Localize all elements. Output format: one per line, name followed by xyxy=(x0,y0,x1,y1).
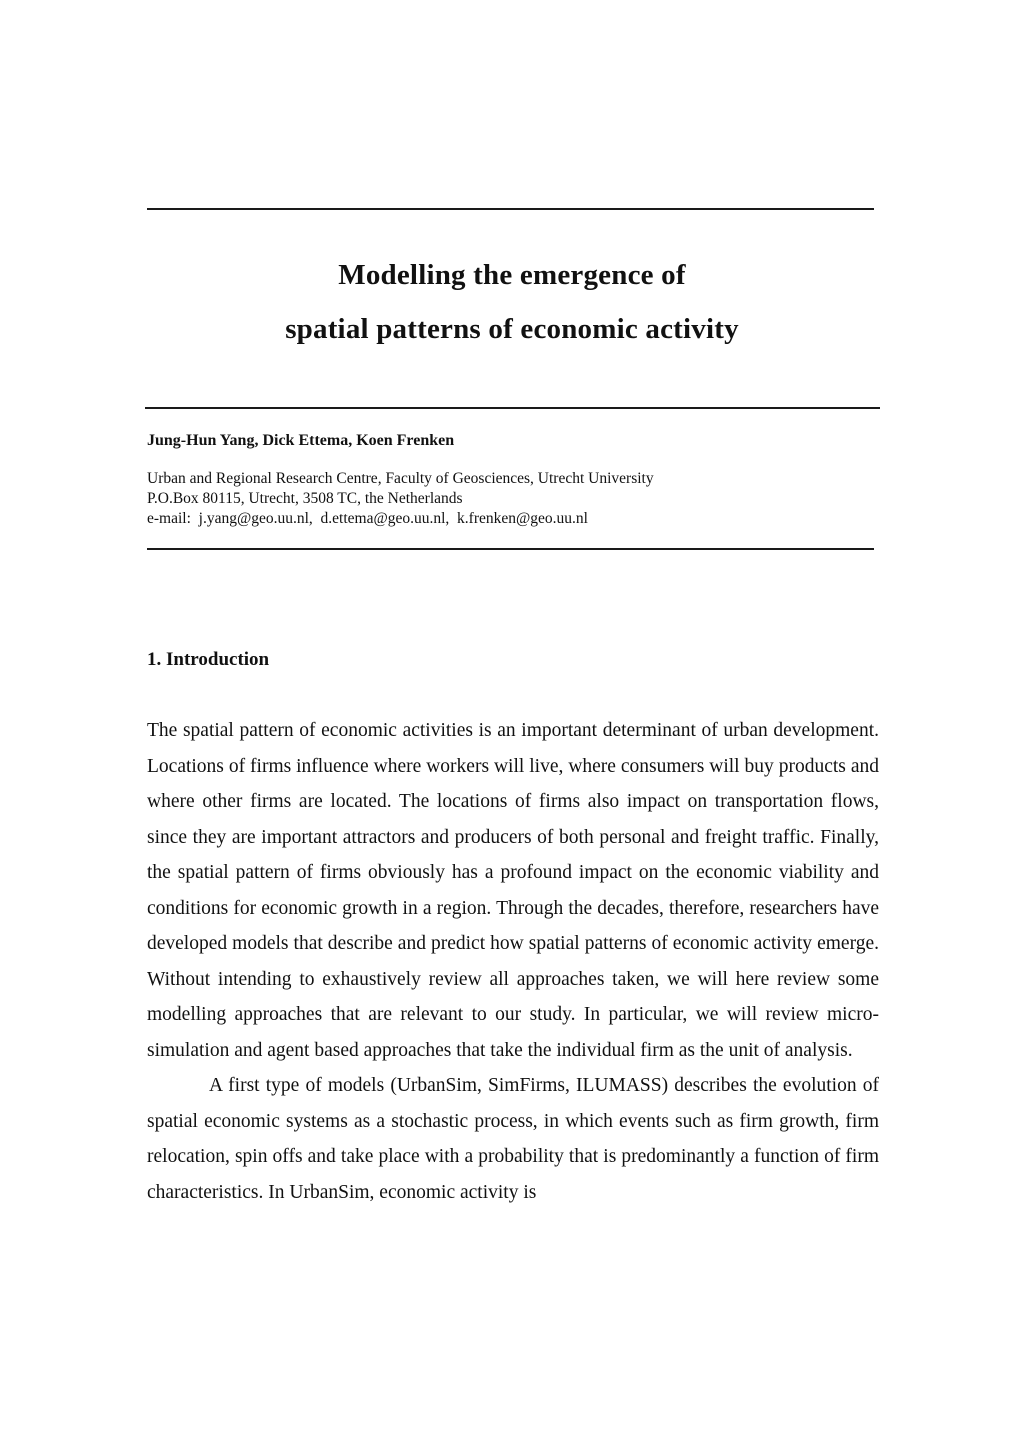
author-list: Jung-Hun Yang, Dick Ettema, Koen Frenken xyxy=(147,432,455,449)
email-line: e-mail: j.yang@geo.uu.nl, d.ettema@geo.uu.nl, k.frenken@geo.uu.nl xyxy=(147,510,588,527)
body-text xyxy=(147,713,879,1210)
paragraph-2: A first type of models (UrbanSim, SimFirms, ILUMASS) describes the evolution of spatial economic systems as a stochastic process, in which events such as firm growth, firm relocation, spin offs and take place with a probability that is predominantly a function of firm characteristics. In UrbanSim, economic activity is xyxy=(147,1075,879,1203)
section-heading: 1. Introduction xyxy=(147,649,270,670)
top-rule xyxy=(147,208,874,210)
affiliation-line: Urban and Regional Research Centre, Faculty of Geosciences, Utrecht University xyxy=(147,470,654,487)
paper-title-line-1: Modelling the emergence of xyxy=(338,259,686,291)
paper-title-line-2: spatial patterns of economic activity xyxy=(285,313,739,345)
address-line: P.O.Box 80115, Utrecht, 3508 TC, the Netherlands xyxy=(147,490,463,507)
title-bottom-rule xyxy=(145,407,880,409)
paragraph-1: The spatial pattern of economic activities is an important determinant of urban development. Locations of firms influence where workers will live, where consumers will buy products and where other firms are located. The locations of firms also impact on transportation flows, since they are important attractors and producers of both personal and freight traffic. Finally, the spatial pattern of firms obviously has a profound impact on the economic viability and conditions for economic growth in a region. Through the decades, therefore, researchers have developed models that describe and predict how spatial patterns of economic activity emerge. Without intending to exhaustively review all approaches taken, we will here review some modelling approaches that are relevant to our study. In particular, we will review micro-simulation and agent based approaches that take the individual firm as the unit of analysis. xyxy=(147,720,879,1061)
header-bottom-rule xyxy=(147,548,874,550)
